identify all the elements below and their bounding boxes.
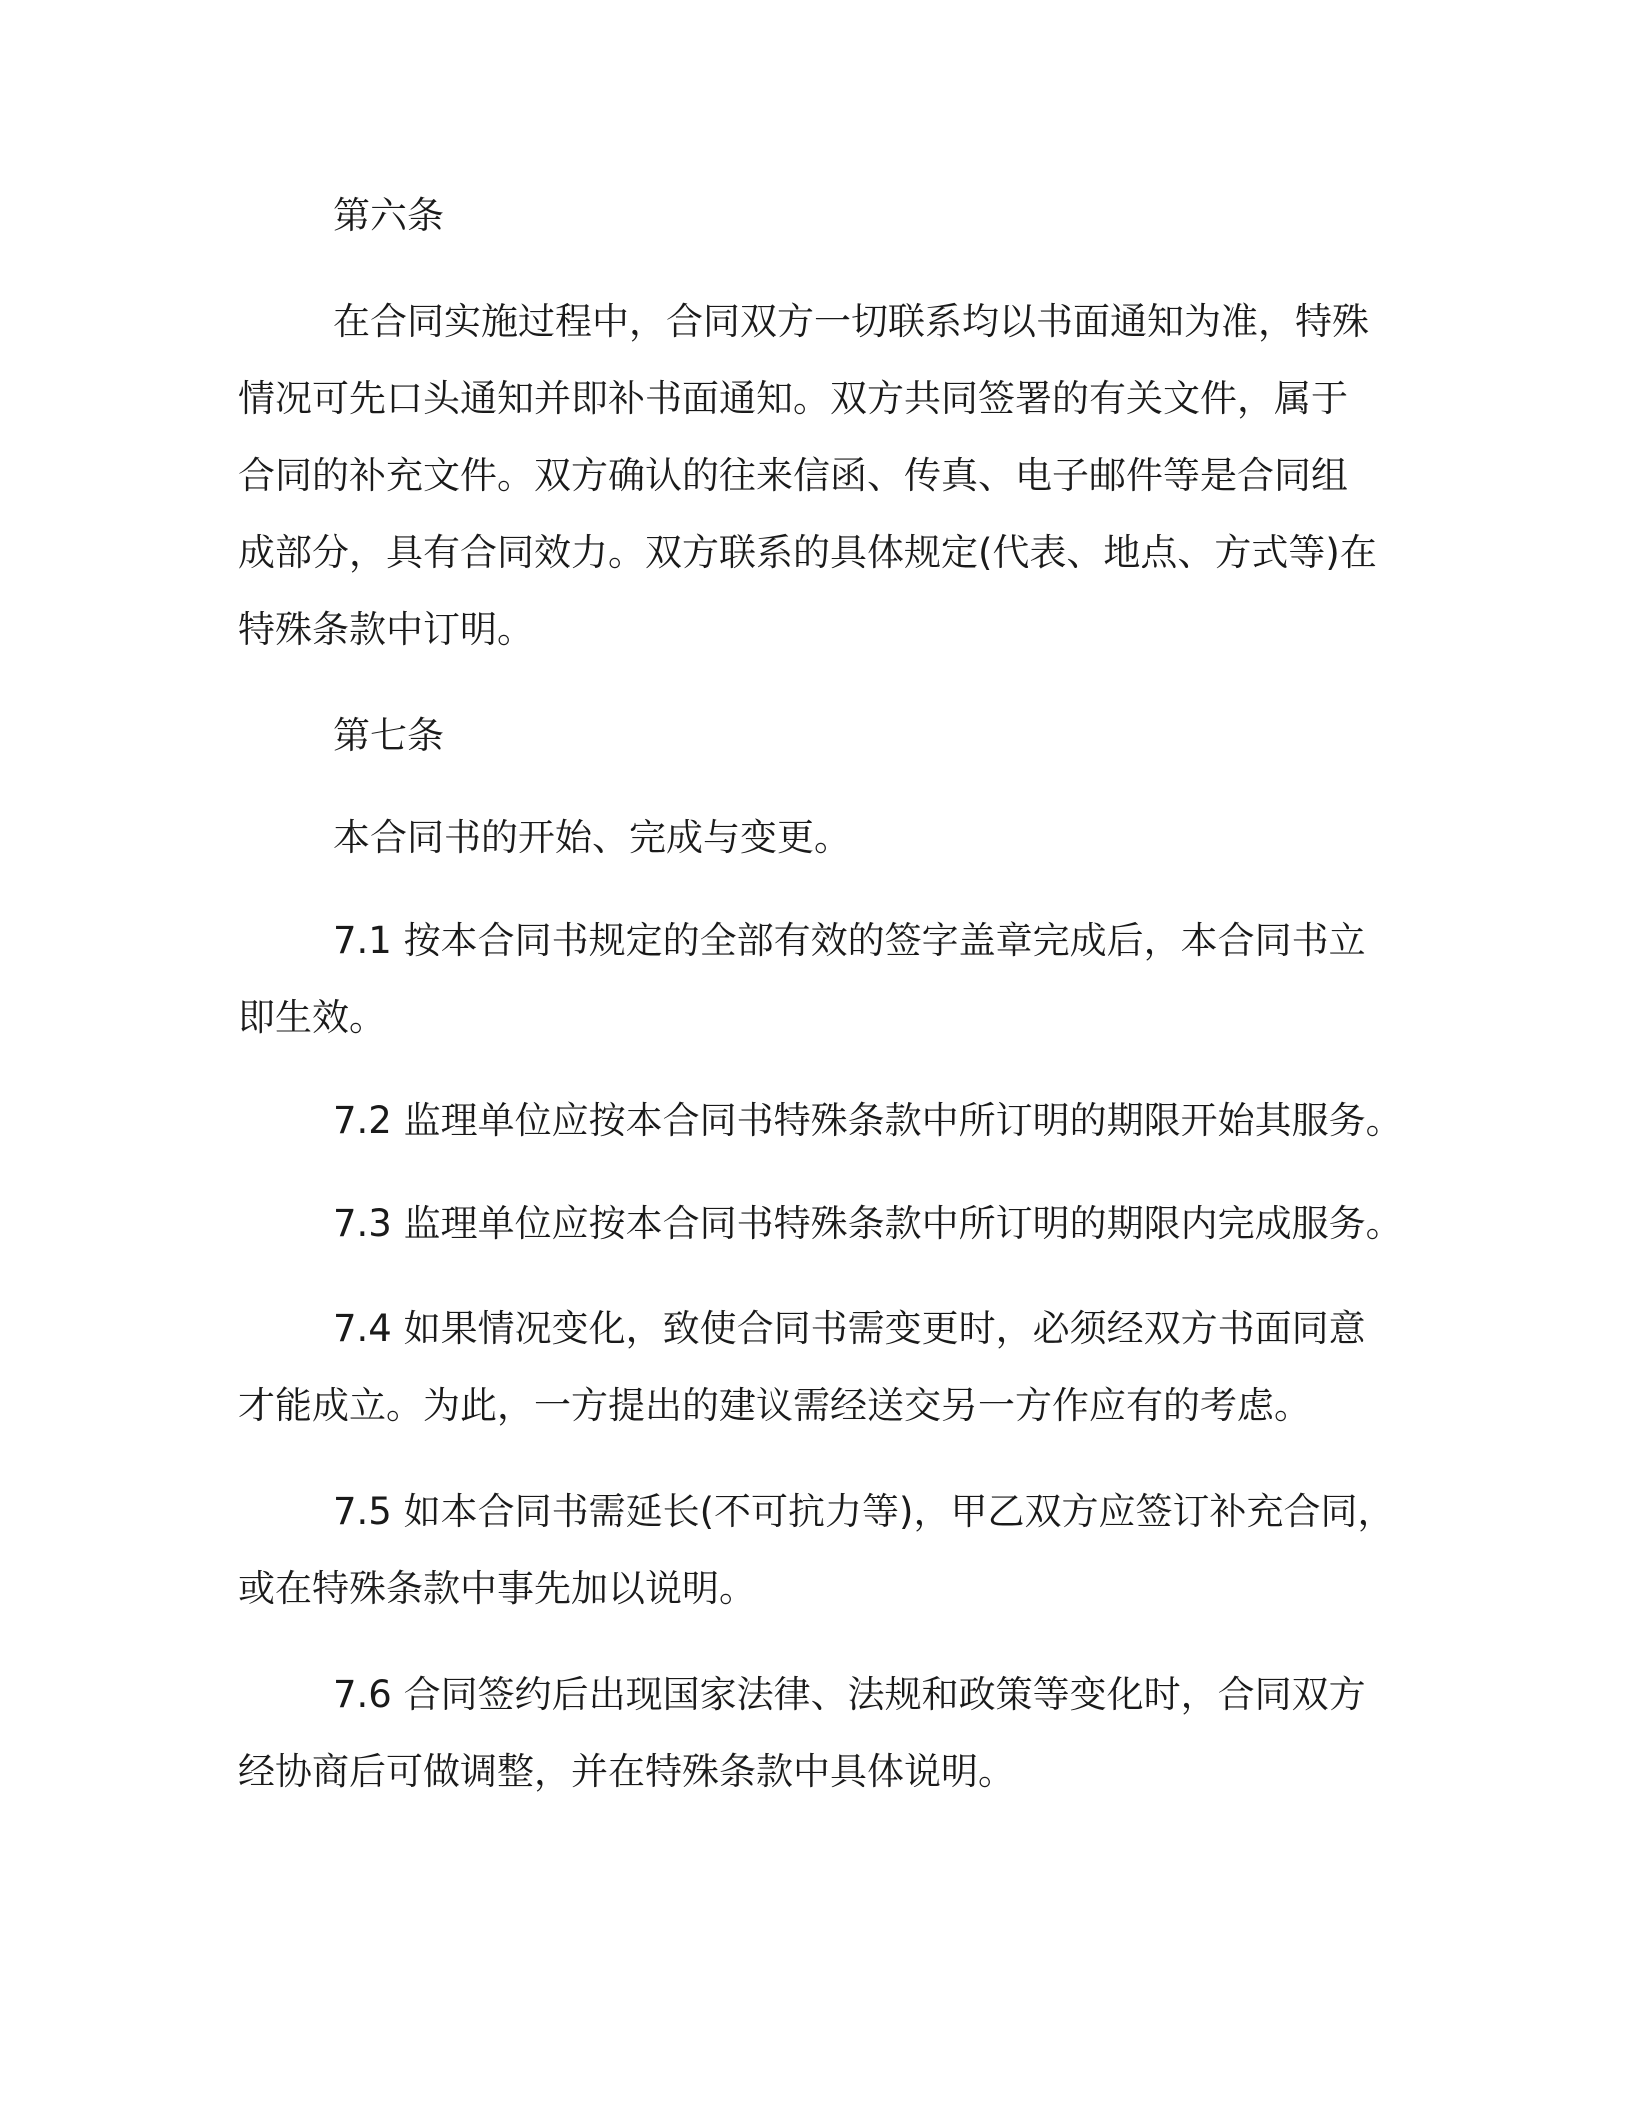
clause-7-4-line-2: 才能成立。为此，一方提出的建议需经送交另一方作应有的考虑。 bbox=[238, 1384, 1311, 1427]
clause-7-5-line-2: 或在特殊条款中事先加以说明。 bbox=[238, 1567, 756, 1610]
clause-7-2-line-1: 7.2 监理单位应按本合同书特殊条款中所订明的期限开始其服务。 bbox=[333, 1099, 1403, 1142]
article-7-intro: 本合同书的开始、完成与变更。 bbox=[333, 816, 851, 859]
clause-7-1-line-1: 7.1 按本合同书规定的全部有效的签字盖章完成后，本合同书立 bbox=[333, 919, 1366, 962]
article-6-line-2: 情况可先口头通知并即补书面通知。双方共同签署的有关文件，属于 bbox=[238, 377, 1348, 420]
clause-7-4-line-1: 7.4 如果情况变化，致使合同书需变更时，必须经双方书面同意 bbox=[333, 1307, 1366, 1350]
clause-7-3-line-1: 7.3 监理单位应按本合同书特殊条款中所订明的期限内完成服务。 bbox=[333, 1202, 1403, 1245]
article-6-heading: 第六条 bbox=[333, 194, 444, 237]
article-7-heading: 第七条 bbox=[333, 714, 444, 757]
clause-7-5-line-1: 7.5 如本合同书需延长(不可抗力等)，甲乙双方应签订补充合同， bbox=[333, 1490, 1395, 1533]
article-6-line-3: 合同的补充文件。双方确认的往来信函、传真、电子邮件等是合同组 bbox=[238, 454, 1348, 497]
article-6-line-5: 特殊条款中订明。 bbox=[238, 608, 534, 651]
clause-7-6-line-2: 经协商后可做调整，并在特殊条款中具体说明。 bbox=[238, 1750, 1015, 1793]
clause-7-1-line-2: 即生效。 bbox=[238, 996, 386, 1039]
clause-7-6-line-1: 7.6 合同签约后出现国家法律、法规和政策等变化时，合同双方 bbox=[333, 1673, 1366, 1716]
article-6-line-4: 成部分，具有合同效力。双方联系的具体规定(代表、地点、方式等)在 bbox=[238, 531, 1377, 574]
article-6-line-1: 在合同实施过程中，合同双方一切联系均以书面通知为准，特殊 bbox=[333, 300, 1369, 343]
